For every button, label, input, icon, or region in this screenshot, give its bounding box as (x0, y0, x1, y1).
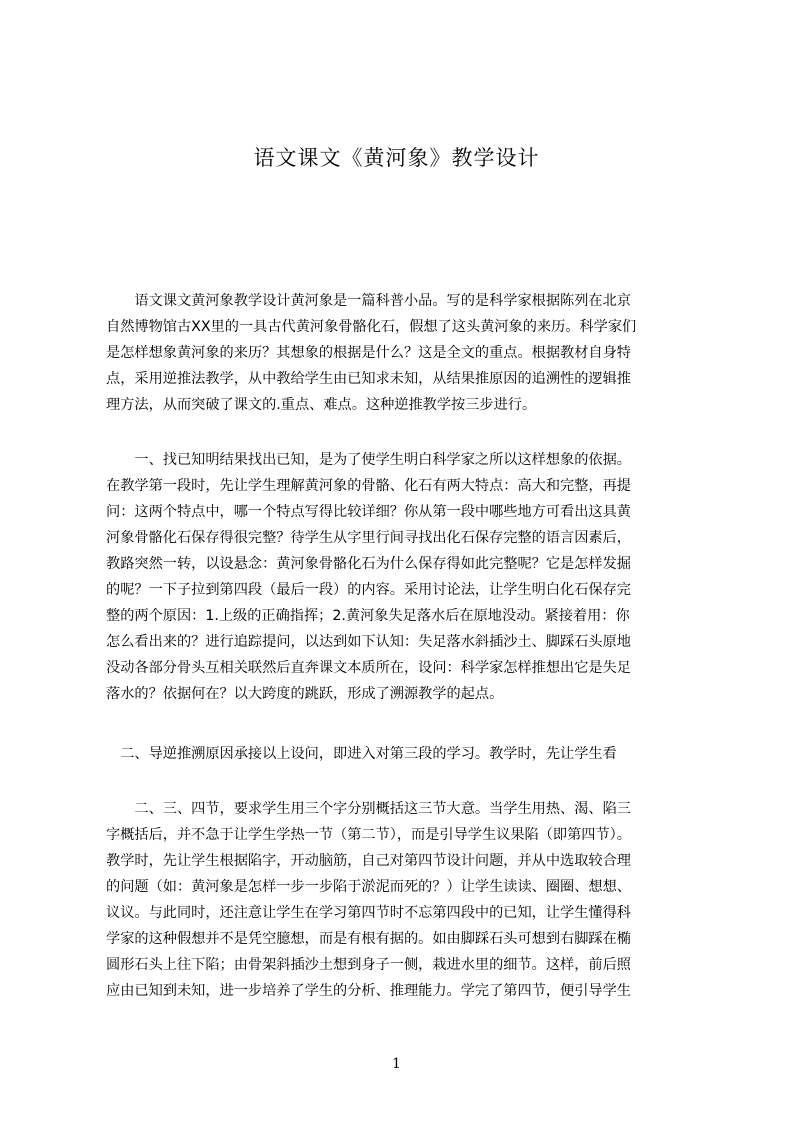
text-line: 教学时，先让学生根据陷字，开动脑筋，自己对第四节设计问题，并从中选取较合理 (106, 853, 631, 869)
text-line: 一、找已知明结果找出已知，是为了使学生明白科学家之所以这样想象的依据。 (106, 452, 631, 468)
text-line: 问：这两个特点中，哪一个特点写得比较详细？你从第一段中哪些地方可看出这具黄 (106, 504, 631, 520)
page-number: 1 (392, 1056, 401, 1072)
text-line: 理方法，从而突破了课文的.重点、难点。这种逆推教学按三步进行。 (106, 397, 537, 413)
text-line: 怎么看出来的？进行追踪提问，以达到如下认知：失足落水斜插沙土、脚踩石头原地 (106, 634, 631, 650)
text-line: 自然博物馆古XX里的一具古代黄河象骨骼化石，假想了这头黄河象的来历。科学家们 (106, 319, 637, 335)
paragraph-intro (106, 288, 698, 418)
text-line: 在教学第一段时，先让学生理解黄河象的骨骼、化石有两大特点：高大和完整，再提 (106, 478, 631, 494)
text-line: 落水的？依据何在？以大跨度的跳跃，形成了溯源教学的起点。 (106, 686, 504, 702)
paragraph-step-two-detail (106, 796, 698, 1004)
paragraph-step-one (106, 447, 698, 707)
text-line: 河象骨骼化石保存得很完整？待学生从字里行间寻找出化石保存完整的语言因素后， (106, 530, 631, 546)
text-line: 的问题（如：黄河象是怎样一步一步陷于淤泥而死的？）让学生读读、圈圈、想想、 (106, 879, 631, 895)
text-line: 语文课文黄河象教学设计黄河象是一篇科普小品。写的是科学家根据陈列在北京 (106, 293, 631, 309)
text-line: 的呢？一下子拉到第四段（最后一段）的内容。采用讨论法，让学生明白化石保存完 (106, 582, 631, 598)
text-line: 整的两个原因：1.上级的正确指挥；2.黄河象失足落水后在原地没动。紧接着用：你 (106, 608, 630, 624)
text-line: 圆形石头上往下陷；由骨架斜插沙土想到身子一侧，栽进水里的细节。这样，前后照 (106, 957, 631, 973)
text-line: 二、导逆推溯原因承接以上设问，即进入对第三段的学习。教学时，先让学生看 (106, 746, 617, 762)
text-line: 二、三、四节，要求学生用三个字分别概括这三节大意。当学生用热、渴、陷三 (106, 801, 631, 817)
document-title: 语文课文《黄河象》教学设计 (253, 146, 540, 170)
text-line: 议议。与此同时，还注意让学生在学习第四节时不忘第四段中的已知，让学生懂得科 (106, 905, 631, 921)
text-line: 点，采用逆推法教学，从中教给学生由已知求未知，从结果推原因的追溯性的逻辑推 (106, 371, 631, 387)
text-line: 教路突然一转，以设悬念：黄河象骨骼化石为什么保存得如此完整呢？它是怎样发掘 (106, 556, 631, 572)
text-line: 是怎样想象黄河象的来历？其想象的根据是什么？这是全文的重点。根据教材自身特 (106, 345, 631, 361)
text-line: 没动各部分骨头互相关联然后直奔课文本质所在，设问：科学家怎样推想出它是失足 (106, 660, 631, 676)
text-line: 字概括后，并不急于让学生学热一节（第二节），而是引导学生议果陷（即第四节）。 (106, 827, 631, 843)
paragraph-step-two (106, 741, 698, 767)
text-line: 学家的这种假想并不是凭空臆想，而是有根有据的。如由脚踩石头可想到右脚踩在椭 (106, 931, 631, 947)
text-line: 应由已知到未知，进一步培养了学生的分析、推理能力。学完了第四节，便引导学生 (106, 983, 631, 999)
